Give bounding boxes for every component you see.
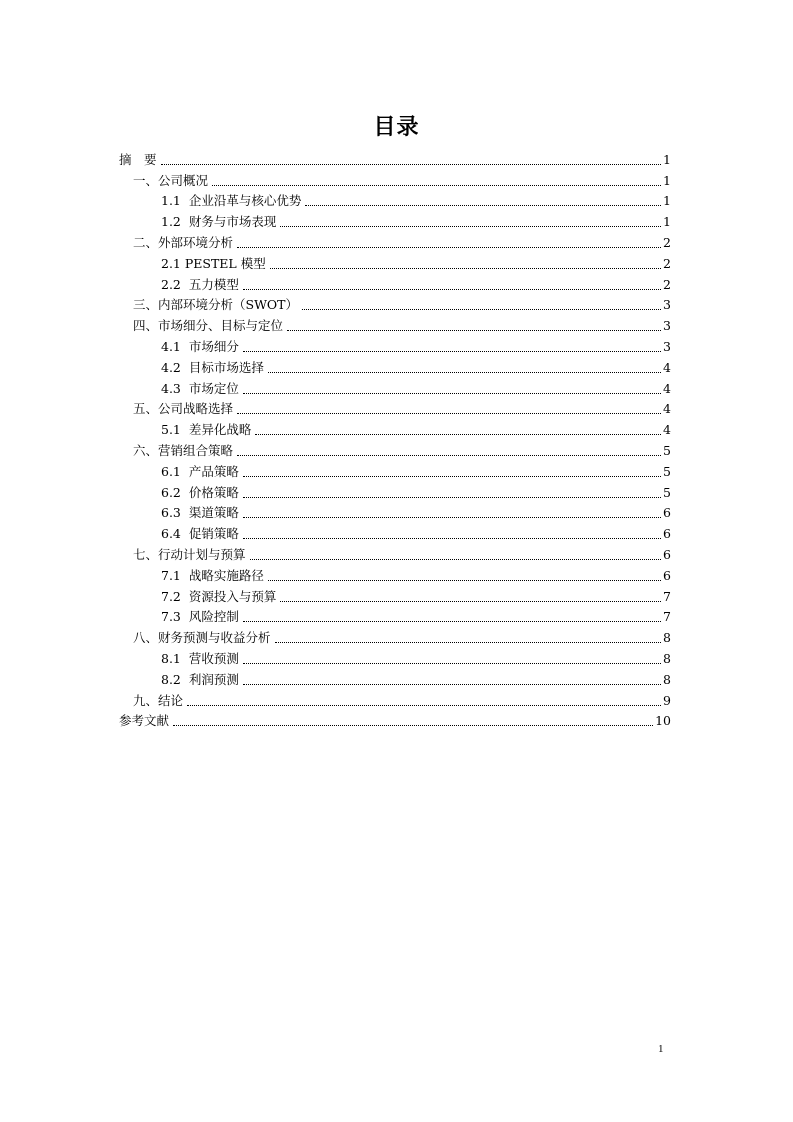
toc-entry-label: 6.3 渠道策略: [161, 505, 239, 521]
toc-entry[interactable]: [119, 438, 671, 459]
toc-entry[interactable]: [119, 147, 671, 168]
dot-leader: [243, 538, 661, 539]
toc-entry-page: 3: [663, 318, 671, 334]
toc-entry-label: 4.3 市场定位: [161, 380, 239, 396]
toc-entry[interactable]: [119, 563, 671, 584]
toc-entry[interactable]: [119, 417, 671, 438]
toc-entry-label: 6.4 促销策略: [161, 526, 239, 542]
toc-entry[interactable]: [119, 542, 671, 563]
toc-entry-page: 4: [663, 380, 671, 396]
toc-entry[interactable]: [119, 605, 671, 626]
dot-leader: [243, 517, 661, 518]
toc-entry-page: 4: [663, 422, 671, 438]
dot-leader: [243, 497, 661, 498]
dot-leader: [243, 663, 661, 664]
toc-entry-page: 6: [663, 526, 671, 542]
toc-entry-label: 三、内部环境分析（SWOT）: [133, 297, 298, 313]
toc-entry[interactable]: [119, 397, 671, 418]
dot-leader: [275, 642, 661, 643]
toc-entry-page: 7: [663, 609, 671, 625]
toc-entry[interactable]: [119, 501, 671, 522]
toc-entry-label: 6.1 产品策略: [161, 463, 239, 479]
toc-entry[interactable]: [119, 584, 671, 605]
dot-leader: [255, 434, 661, 435]
dot-leader: [173, 725, 653, 726]
toc-entry-page: 1: [663, 193, 671, 209]
dot-leader: [243, 476, 661, 477]
toc-entry[interactable]: [119, 459, 671, 480]
page-number: 1: [658, 1043, 664, 1055]
toc-entry-label: 九、结论: [133, 692, 184, 708]
dot-leader: [302, 309, 661, 310]
toc-entry-label: 1.1 企业沿革与核心优势: [161, 193, 302, 209]
toc-entry-page: 2: [663, 234, 671, 250]
toc-entry-page: 5: [663, 442, 671, 458]
toc-entry-label: 二、外部环境分析: [133, 234, 234, 250]
dot-leader: [237, 413, 661, 414]
dot-leader: [250, 559, 661, 560]
dot-leader: [243, 684, 661, 685]
toc-entry-label: 7.2 资源投入与预算: [161, 588, 277, 604]
toc-entry-label: 一、公司概况: [133, 172, 209, 188]
toc-entry-page: 7: [663, 588, 671, 604]
dot-leader: [268, 580, 661, 581]
toc-entry[interactable]: [119, 521, 671, 542]
toc-entry-label: 参考文献: [119, 713, 170, 729]
toc-entry-label: 7.1 战略实施路径: [161, 567, 264, 583]
toc-entry-label: 八、财务预测与收益分析: [133, 630, 271, 646]
toc-entry-page: 3: [663, 338, 671, 354]
toc-entry[interactable]: [119, 667, 671, 688]
toc-entry[interactable]: [119, 334, 671, 355]
toc-entry-page: 3: [663, 297, 671, 313]
toc-entry-page: 8: [663, 671, 671, 687]
toc-entry-page: 10: [655, 713, 671, 729]
toc-entry-label: 六、营销组合策略: [133, 442, 234, 458]
toc-entry-label: 8.1 营收预测: [161, 650, 239, 666]
dot-leader: [212, 185, 661, 186]
toc-entry-label: 4.2 目标市场选择: [161, 359, 264, 375]
toc-entry-page: 5: [663, 463, 671, 479]
toc-entry-page: 1: [663, 151, 671, 167]
toc-entry[interactable]: [119, 313, 671, 334]
toc-entry-page: 5: [663, 484, 671, 500]
toc-entry[interactable]: [119, 293, 671, 314]
toc-entry-label: 五、公司战略选择: [133, 401, 234, 417]
toc-entry-page: 6: [663, 546, 671, 562]
toc-entry-label: 摘 要: [119, 151, 157, 167]
toc-entry[interactable]: [119, 709, 671, 730]
toc-entry[interactable]: [119, 355, 671, 376]
dot-leader: [243, 621, 661, 622]
toc-entry-label: 6.2 价格策略: [161, 484, 239, 500]
dot-leader: [161, 164, 661, 165]
table-of-contents: [119, 147, 671, 729]
toc-entry[interactable]: [119, 230, 671, 251]
page-title: 目录: [373, 115, 420, 140]
dot-leader: [237, 247, 661, 248]
dot-leader: [287, 330, 661, 331]
toc-entry-label: 5.1 差异化战略: [161, 422, 252, 438]
toc-entry-page: 1: [663, 214, 671, 230]
toc-entry-label: 七、行动计划与预算: [133, 546, 246, 562]
toc-entry-label: 7.3 风险控制: [161, 609, 239, 625]
dot-leader: [243, 393, 661, 394]
toc-entry[interactable]: [119, 189, 671, 210]
toc-entry[interactable]: [119, 625, 671, 646]
toc-entry[interactable]: [119, 376, 671, 397]
toc-entry-page: 4: [663, 401, 671, 417]
toc-entry-page: 6: [663, 505, 671, 521]
dot-leader: [280, 226, 661, 227]
toc-entry-page: 6: [663, 567, 671, 583]
toc-entry-label: 2.2 五力模型: [161, 276, 239, 292]
toc-entry-label: 四、市场细分、目标与定位: [133, 318, 284, 334]
dot-leader: [280, 601, 661, 602]
dot-leader: [270, 268, 661, 269]
toc-entry-label: 2.1 PESTEL 模型: [161, 255, 266, 271]
dot-leader: [305, 205, 661, 206]
toc-entry-label: 4.1 市场细分: [161, 338, 239, 354]
dot-leader: [187, 705, 661, 706]
toc-entry-page: 2: [663, 255, 671, 271]
toc-entry[interactable]: [119, 209, 671, 230]
dot-leader: [243, 289, 661, 290]
dot-leader: [243, 351, 661, 352]
toc-entry-page: 4: [663, 359, 671, 375]
toc-entry[interactable]: [119, 272, 671, 293]
toc-entry[interactable]: [119, 168, 671, 189]
dot-leader: [268, 372, 661, 373]
toc-entry-page: 9: [663, 692, 671, 708]
toc-entry[interactable]: [119, 646, 671, 667]
toc-entry[interactable]: [119, 251, 671, 272]
toc-entry-label: 8.2 利润预测: [161, 671, 239, 687]
toc-entry[interactable]: [119, 688, 671, 709]
toc-entry-page: 8: [663, 650, 671, 666]
toc-entry-label: 1.2 财务与市场表现: [161, 214, 277, 230]
dot-leader: [237, 455, 661, 456]
toc-entry-page: 8: [663, 630, 671, 646]
toc-entry-page: 1: [663, 172, 671, 188]
toc-entry-page: 2: [663, 276, 671, 292]
toc-entry[interactable]: [119, 480, 671, 501]
